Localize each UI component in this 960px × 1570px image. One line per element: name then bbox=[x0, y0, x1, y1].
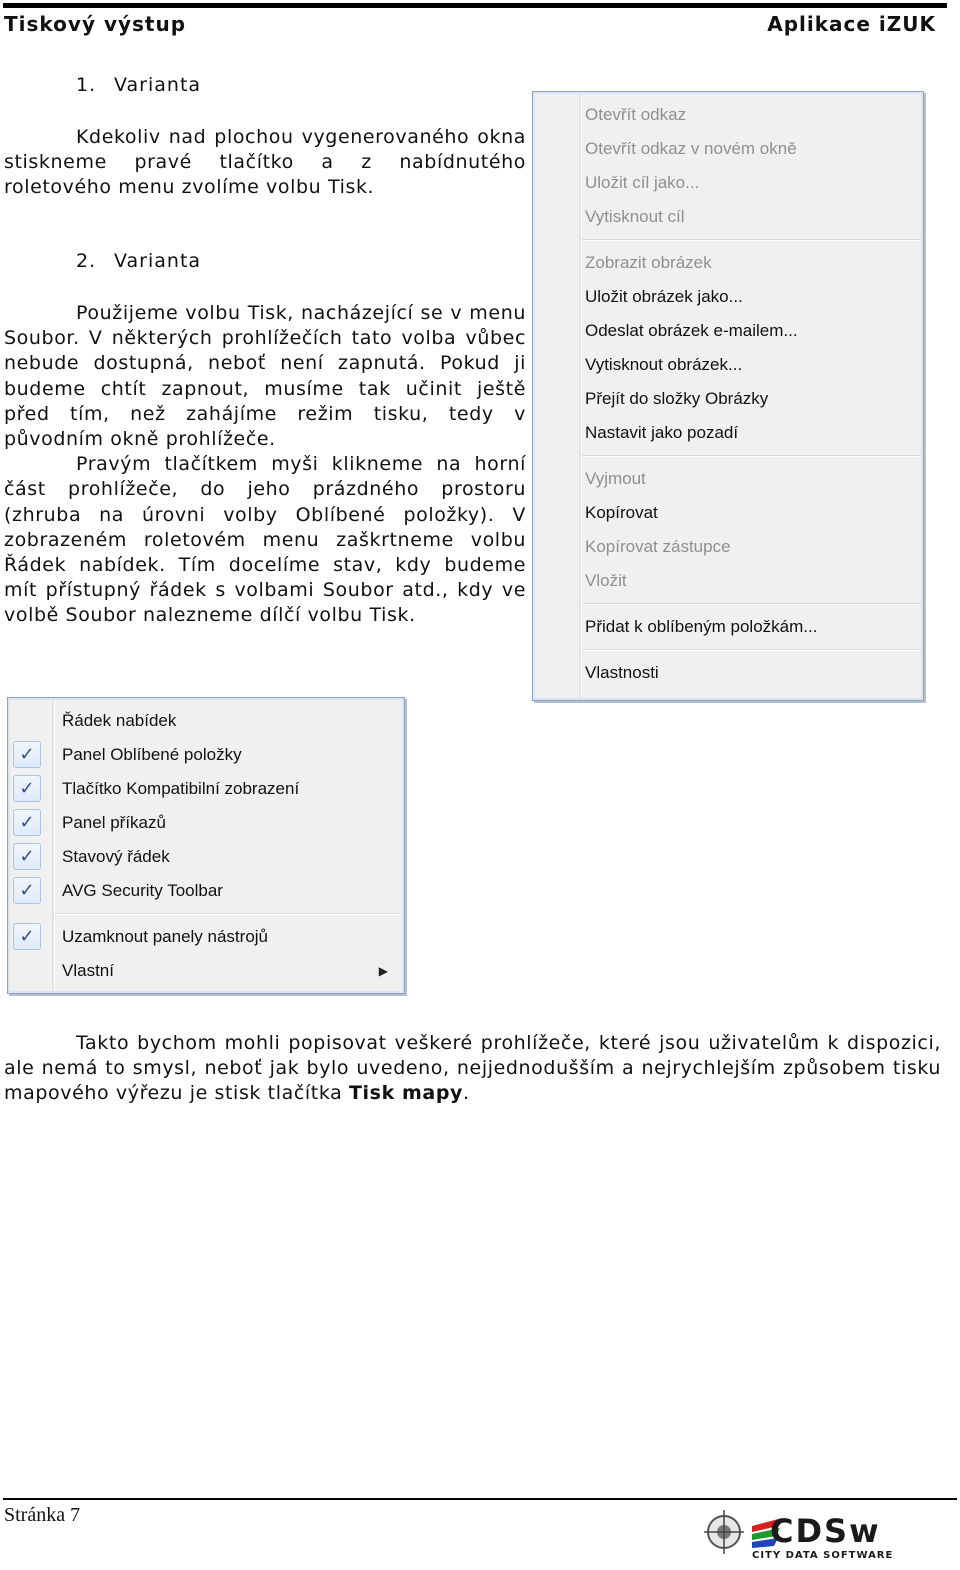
menu-item-cut[interactable]: Vyjmout bbox=[585, 469, 646, 488]
menu-item-email-picture[interactable]: Odeslat obrázek e-mailem... bbox=[585, 321, 798, 340]
menu-item-go-to-pictures[interactable]: Přejít do složky Obrázky bbox=[585, 389, 769, 408]
menu-separator bbox=[579, 603, 921, 605]
variant1-title: Varianta bbox=[114, 74, 202, 96]
menu-item-avg-toolbar[interactable] bbox=[8, 874, 404, 908]
menu-item-print-target[interactable]: Vytisknout cíl bbox=[585, 207, 685, 226]
footer-rule bbox=[3, 1498, 957, 1500]
menu-separator bbox=[579, 455, 921, 457]
page-number: Stránka 7 bbox=[4, 1504, 81, 1526]
application-title: Aplikace iZUK bbox=[767, 12, 936, 36]
variant1-body bbox=[4, 125, 526, 201]
menu-separator bbox=[54, 913, 402, 915]
page-context-menu bbox=[532, 91, 924, 701]
checkmark-icon: ✓ bbox=[13, 775, 41, 802]
variant2-title: Varianta bbox=[114, 250, 202, 272]
menu-item-label: Stavový řádek bbox=[62, 847, 170, 866]
menu-item-label: Tlačítko Kompatibilní zobrazení bbox=[62, 779, 300, 798]
variant1-paragraph: Kdekoliv nad plochou vygenerovaného okna stiskneme pravé tlačítko a z nabídnutého roletového menu zvolíme volbu Tisk. bbox=[4, 126, 526, 199]
conclusion-paragraph bbox=[4, 1031, 941, 1107]
menu-item-set-background[interactable]: Nastavit jako pozadí bbox=[585, 423, 739, 442]
menu-separator bbox=[579, 239, 921, 241]
variant1-number: 1. bbox=[76, 74, 97, 96]
menu-item-menu-bar[interactable] bbox=[8, 704, 404, 738]
menu-item-label: Panel Oblíbené položky bbox=[62, 745, 242, 764]
checkmark-icon: ✓ bbox=[13, 741, 41, 768]
checkmark-icon: ✓ bbox=[13, 923, 41, 950]
checkmark-icon: ✓ bbox=[13, 843, 41, 870]
conclusion-body bbox=[4, 1031, 941, 1107]
menu-item-label: Vlastní bbox=[62, 961, 114, 980]
menu-item-properties[interactable]: Vlastnosti bbox=[585, 663, 659, 682]
document-title: Tiskový výstup bbox=[4, 12, 187, 36]
menu-item-add-favorites[interactable]: Přidat k oblíbeným položkám... bbox=[585, 617, 818, 636]
menu-item-save-picture[interactable]: Uložit obrázek jako... bbox=[585, 287, 743, 306]
menu-item-label: Řádek nabídek bbox=[62, 711, 177, 730]
menu-item-compat-view-button[interactable] bbox=[8, 772, 404, 806]
menu-item-copy-shortcut[interactable]: Kopírovat zástupce bbox=[585, 537, 731, 556]
logo-wordmark: CDSw bbox=[770, 1512, 881, 1550]
menu-item-favorites-bar[interactable] bbox=[8, 738, 404, 772]
variant1-heading bbox=[76, 74, 201, 96]
checkmark-icon: ✓ bbox=[13, 809, 41, 836]
menu-item-open-link[interactable]: Otevřít odkaz bbox=[585, 105, 687, 124]
print-map-button-name: Tisk mapy bbox=[348, 1082, 464, 1105]
menu-item-label: Uzamknout panely nástrojů bbox=[62, 927, 269, 946]
menu-item-show-picture[interactable]: Zobrazit obrázek bbox=[585, 253, 712, 272]
variant2-paragraph1: Použijeme volbu Tisk, nacházející se v menu Soubor. V některých prohlížečích tato volba vůbec nebude dostupná, neboť není zapnutá. Pokud ji budeme chtít zapnout, musíme tak učinit ještě před tím, než zahájíme režim tisku, tedy v původním okně prohlížeče. bbox=[4, 302, 526, 451]
variant2-number: 2. bbox=[76, 250, 97, 272]
variant2-paragraph2: Pravým tlačítkem myši klikneme na horní část prohlížeče, do jeho prázdného prostoru (zhruba na úrovni volby Oblíbené položky). V zobrazeném roletovém menu zaškrtneme volbu Řádek nabídek. Tím docelíme stav, kdy budeme mít přístupný řádek s volbami Soubor atd., kdy ve volbě Soubor nalezneme dílčí volbu Tisk. bbox=[4, 453, 526, 627]
menu-item-open-link-new-window[interactable]: Otevřít odkaz v novém okně bbox=[585, 139, 797, 158]
submenu-arrow-icon: ▶ bbox=[378, 964, 388, 978]
variant2-heading bbox=[76, 250, 201, 272]
checkmark-icon: ✓ bbox=[13, 877, 41, 904]
menu-item-paste[interactable]: Vložit bbox=[585, 571, 627, 590]
logo-subtitle: CITY DATA SOFTWARE bbox=[752, 1550, 894, 1561]
cdsw-logo bbox=[704, 1508, 930, 1562]
menu-item-customize[interactable] bbox=[8, 954, 404, 988]
toolbar-context-menu bbox=[7, 697, 405, 994]
menu-item-lock-toolbars[interactable] bbox=[8, 920, 404, 954]
header-rule bbox=[3, 3, 947, 8]
conclusion-end: . bbox=[463, 1082, 470, 1105]
menu-item-label: Panel příkazů bbox=[62, 813, 166, 832]
menu-item-copy[interactable]: Kopírovat bbox=[585, 503, 658, 522]
menu-item-label: AVG Security Toolbar bbox=[62, 881, 223, 900]
conclusion-text: Takto bychom mohli popisovat veškeré prohlížeče, které jsou uživatelům k dispozici, ale nemá to smysl, neboť jak bylo uvedeno, nejjednodušším a nejrychlejším způsobem tisku mapového výřezu je stisk tlačítka bbox=[4, 1032, 941, 1105]
menu-item-status-bar[interactable] bbox=[8, 840, 404, 874]
menu-item-command-bar[interactable] bbox=[8, 806, 404, 840]
menu-item-print-picture[interactable]: Vytisknout obrázek... bbox=[585, 355, 743, 374]
menu-separator bbox=[579, 649, 921, 651]
menu-item-save-target[interactable]: Uložit cíl jako... bbox=[585, 173, 700, 192]
variant2-body bbox=[4, 301, 526, 629]
